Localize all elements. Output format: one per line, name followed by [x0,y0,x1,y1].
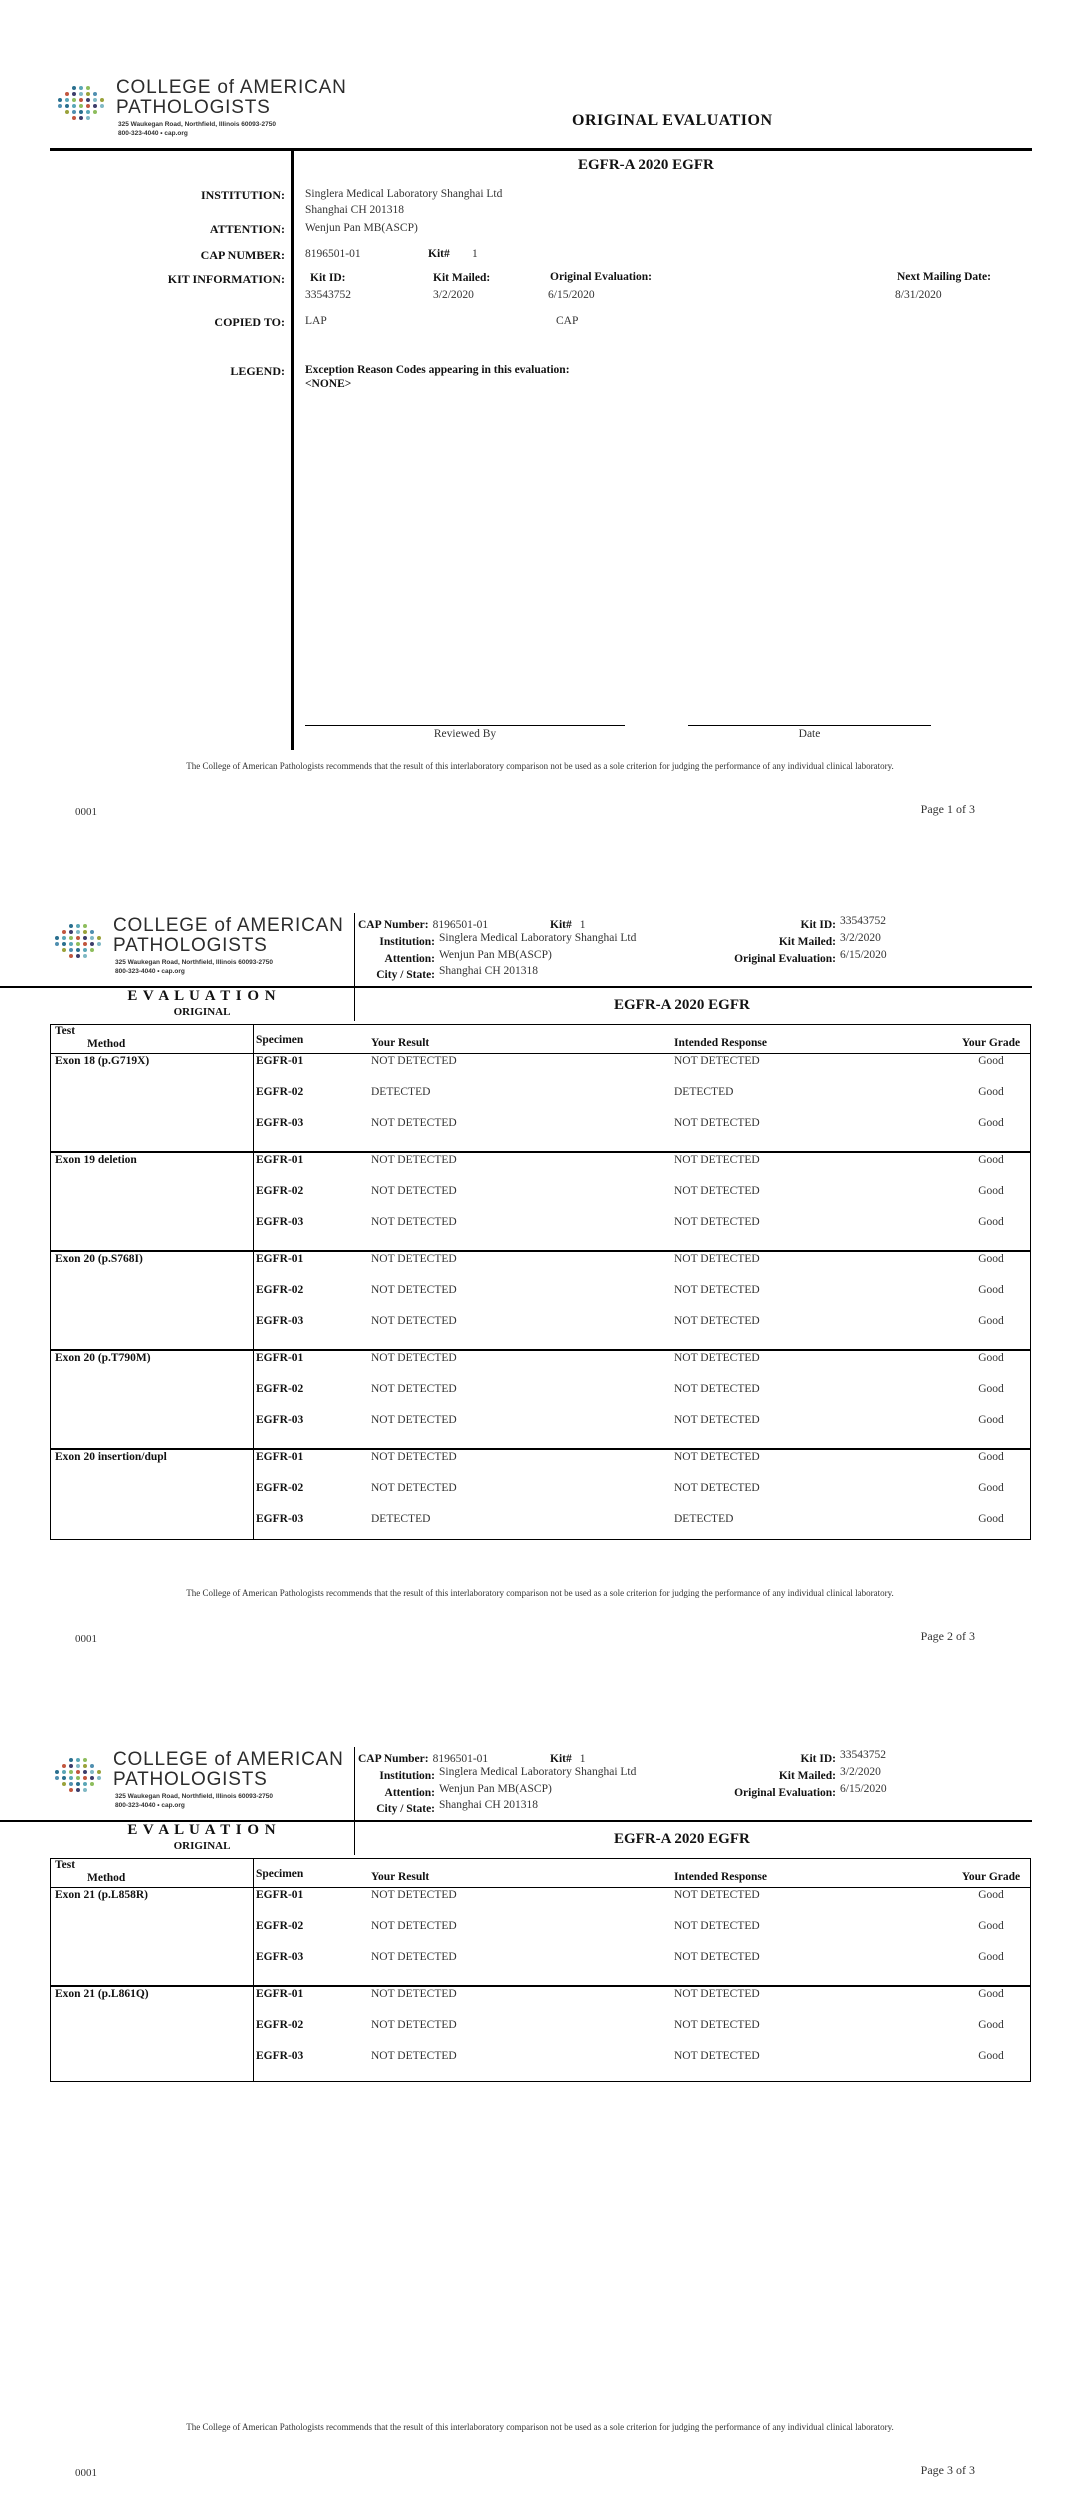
cap-number-label: CAP NUMBER: [200,248,285,262]
document-code: 0001 [75,1633,97,1645]
intended-response: NOT DETECTED [674,1951,760,1963]
logo-contact: 800-323-4040 • cap.org [118,130,188,137]
your-grade: Good [978,1513,1004,1525]
specimen-id: EGFR-03 [256,1951,304,1963]
header-your-result: Your Result [371,1871,430,1883]
copied-to-label: COPIED TO: [214,315,285,329]
city-state-value: Shanghai CH 201318 [439,1799,539,1811]
logo-dot [86,116,90,120]
city-state-label: City / State: [376,1803,435,1815]
kit-label: Kit# [550,1753,572,1765]
original-evaluation-label: Original Evaluation: [734,953,836,965]
specimen-id: EGFR-03 [256,1117,304,1129]
specimen-id: EGFR-02 [256,1482,304,1494]
logo-dot [79,104,83,108]
logo-contact: 800-323-4040 • cap.org [115,968,185,975]
specimen-id: EGFR-02 [256,1185,304,1197]
document-code: 0001 [75,2467,97,2479]
intended-response: NOT DETECTED [674,2019,760,2031]
logo-name-line2: PATHOLOGISTS [113,935,268,956]
logo-dot [86,110,90,114]
date-line [688,725,931,726]
your-result: NOT DETECTED [371,1451,457,1463]
legend-label: LEGEND: [230,364,285,378]
group-separator [51,1985,1030,1987]
header-rule [51,1053,1030,1054]
logo-dot [65,92,69,96]
your-result: NOT DETECTED [371,1117,457,1129]
intended-response: NOT DETECTED [674,1352,760,1364]
your-result: NOT DETECTED [371,1185,457,1197]
logo-dot [65,110,69,114]
logo-name-line2: PATHOLOGISTS [113,1769,268,1790]
your-result: NOT DETECTED [371,1352,457,1364]
intended-response: NOT DETECTED [674,1889,760,1901]
your-grade: Good [978,1920,1004,1932]
specimen-id: EGFR-01 [256,1889,304,1901]
logo-dot [79,110,83,114]
logo-dot [93,104,97,108]
intended-response: NOT DETECTED [674,1055,760,1067]
your-result: NOT DETECTED [371,1988,457,2000]
original-evaluation-value: 6/15/2020 [840,949,887,961]
reviewed-by-line [305,725,625,726]
original-evaluation-value: 6/15/2020 [548,289,595,301]
logo-dot [86,98,90,102]
your-result: NOT DETECTED [371,1383,457,1395]
your-result: NOT DETECTED [371,1889,457,1901]
logo-dot [72,110,76,114]
your-grade: Good [978,2019,1004,2031]
page-number: Page 2 of 3 [920,1629,975,1643]
header-test: Test [55,1025,76,1037]
intended-response: NOT DETECTED [674,1920,760,1932]
column-divider [253,1025,254,1539]
your-result: NOT DETECTED [371,1315,457,1327]
group-separator [51,1448,1030,1450]
page-title: ORIGINAL EVALUATION [572,112,773,129]
survey-title: EGFR-A 2020 EGFR [578,157,714,173]
specimen-id: EGFR-02 [256,2019,304,2031]
kit-id-value: 33543752 [840,1749,886,1761]
header-specimen: Specimen [256,1034,304,1046]
your-grade: Good [978,1451,1004,1463]
logo-dot [79,116,83,120]
logo-dot [72,98,76,102]
intended-response: NOT DETECTED [674,1383,760,1395]
your-grade: Good [978,1216,1004,1228]
test-name: Exon 18 (p.G719X) [55,1055,150,1067]
logo-name-line1: COLLEGE of AMERICAN [113,1749,344,1770]
your-result: NOT DETECTED [371,1482,457,1494]
original-evaluation-label: Original Evaluation: [734,1787,836,1799]
your-result: NOT DETECTED [371,1253,457,1265]
logo-dot [93,92,97,96]
intended-response: NOT DETECTED [674,1216,760,1228]
test-name: Exon 21 (p.L858R) [55,1889,148,1901]
institution-value: Singlera Medical Laboratory Shanghai Ltd [439,932,637,944]
your-result: NOT DETECTED [371,1154,457,1166]
logo-dot [72,104,76,108]
specimen-id: EGFR-03 [256,1315,304,1327]
logo-dot [93,98,97,102]
logo-dot [93,110,97,114]
test-name: Exon 20 (p.T790M) [55,1352,151,1364]
header-test: Test [55,1859,76,1871]
legend-none: <NONE> [305,378,352,390]
your-result: NOT DETECTED [371,1414,457,1426]
logo-dot [72,92,76,96]
footnote: The College of American Pathologists recommends that the result of this interlaboratory comparison not be used as a sole criterion for judging the performance of any individual clinical laboratory. [186,2422,894,2432]
attention-value: Wenjun Pan MB(ASCP) [439,949,552,961]
page-number: Page 1 of 3 [920,802,975,816]
your-result: NOT DETECTED [371,2019,457,2031]
attention-label: ATTENTION: [209,222,285,236]
your-grade: Good [978,1951,1004,1963]
logo-dot [79,98,83,102]
intended-response: DETECTED [674,1513,734,1525]
specimen-id: EGFR-03 [256,1513,304,1525]
test-name: Exon 19 deletion [55,1154,137,1166]
specimen-id: EGFR-03 [256,2050,304,2062]
results-table [50,1858,1031,2082]
your-result: NOT DETECTED [371,1951,457,1963]
original-evaluation-value: 6/15/2020 [840,1783,887,1795]
test-name: Exon 20 insertion/dupl [55,1451,167,1463]
logo-dot [72,86,76,90]
next-mailing-label: Next Mailing Date: [897,271,991,283]
attention-label: Attention: [384,953,435,965]
header-rule [51,1887,1030,1888]
logo-address: 325 Waukegan Road, Northfield, Illinois 60093-2750 [115,959,273,966]
cap-number-value: 8196501-01 [305,248,361,260]
header-info [0,913,1080,983]
kit-id-value: 33543752 [840,915,886,927]
kit-number: 1 [579,919,586,931]
kit-id-value: 33543752 [305,289,351,301]
intended-response: NOT DETECTED [674,1482,760,1494]
your-result: NOT DETECTED [371,1920,457,1932]
date-label: Date [798,728,821,740]
your-result: NOT DETECTED [371,1284,457,1296]
intended-response: NOT DETECTED [674,1284,760,1296]
attention-value: Wenjun Pan MB(ASCP) [305,222,418,234]
header-info [0,1747,1080,1817]
header-intended-response: Intended Response [674,1871,767,1883]
logo-dot [58,104,62,108]
logo-dot [86,86,90,90]
specimen-id: EGFR-01 [256,1154,304,1166]
institution-label: Institution: [379,1770,435,1782]
next-mailing-value: 8/31/2020 [895,289,942,301]
intended-response: NOT DETECTED [674,1988,760,2000]
survey-title: EGFR-A 2020 EGFR [614,1831,750,1847]
evaluation-subtitle: ORIGINAL [173,1840,231,1852]
footnote: The College of American Pathologists recommends that the result of this interlaboratory comparison not be used as a sole criterion for judging the performance of any individual clinical laboratory. [186,1588,894,1598]
specimen-id: EGFR-01 [256,1988,304,2000]
logo-contact: 800-323-4040 • cap.org [115,1802,185,1809]
logo-dot [100,104,104,108]
logo-dot [79,92,83,96]
specimen-id: EGFR-02 [256,1383,304,1395]
intended-response: NOT DETECTED [674,1414,760,1426]
footnote: The College of American Pathologists recommends that the result of this interlaboratory comparison not be used as a sole criterion for judging the performance of any individual clinical laboratory. [186,761,894,771]
your-result: DETECTED [371,1086,431,1098]
your-grade: Good [978,1284,1004,1296]
kit-mailed-label: Kit Mailed: [778,1770,836,1782]
institution-value: Singlera Medical Laboratory Shanghai Ltd [439,1766,637,1778]
intended-response: NOT DETECTED [674,1117,760,1129]
survey-title: EGFR-A 2020 EGFR [614,997,750,1013]
logo-name-line2: PATHOLOGISTS [116,97,271,118]
header-method: Method [87,1038,126,1050]
header-method: Method [87,1872,126,1884]
logo-dot [58,98,62,102]
copied-to-lap: LAP [305,315,327,327]
header-intended-response: Intended Response [674,1037,767,1049]
header-your-grade: Your Grade [961,1871,1021,1883]
intended-response: NOT DETECTED [674,1185,760,1197]
kit-label: Kit# [550,919,572,931]
column-divider [291,150,294,750]
institution-city: Shanghai CH 201318 [305,204,405,216]
your-grade: Good [978,1315,1004,1327]
copied-to-cap: CAP [556,315,579,327]
reviewed-by-label: Reviewed By [433,728,497,740]
kit-number: 1 [472,248,478,260]
logo-dots-icon [58,80,108,130]
your-grade: Good [978,1889,1004,1901]
attention-label: Attention: [384,1787,435,1799]
your-grade: Good [978,1055,1004,1067]
institution-value: Singlera Medical Laboratory Shanghai Ltd [305,188,503,200]
kit-information-label: KIT INFORMATION: [167,272,285,286]
your-result: DETECTED [371,1513,431,1525]
kit-mailed-value: 3/2/2020 [433,289,474,301]
test-name: Exon 21 (p.L861Q) [55,1988,149,2000]
your-result: NOT DETECTED [371,1055,457,1067]
kit-mailed-value: 3/2/2020 [840,932,881,944]
your-grade: Good [978,1185,1004,1197]
cap-number-value: 8196501-01 [432,1753,489,1765]
evaluation-title: E V A L U A T I O N [127,988,277,1004]
specimen-id: EGFR-02 [256,1086,304,1098]
logo-address: 325 Waukegan Road, Northfield, Illinois 60093-2750 [115,1793,273,1800]
your-grade: Good [978,1253,1004,1265]
your-grade: Good [978,1383,1004,1395]
kit-mailed-label: Kit Mailed: [778,936,836,948]
intended-response: NOT DETECTED [674,1154,760,1166]
your-grade: Good [978,1086,1004,1098]
intended-response: NOT DETECTED [674,1451,760,1463]
intended-response: NOT DETECTED [674,1315,760,1327]
header-rule [50,148,1032,151]
cap-number-label: CAP Number: [358,919,429,931]
intended-response: DETECTED [674,1086,734,1098]
kit-id-label: Kit ID: [800,1753,836,1765]
kit-id-label: Kit ID: [800,919,836,931]
logo-dot [86,104,90,108]
your-grade: Good [978,2050,1004,2062]
legend-text: Exception Reason Codes appearing in this evaluation: [305,364,570,376]
original-evaluation-label: Original Evaluation: [550,271,652,283]
attention-value: Wenjun Pan MB(ASCP) [439,1783,552,1795]
test-name: Exon 20 (p.S768I) [55,1253,143,1265]
logo-dot [72,116,76,120]
results-table [50,1024,1031,1540]
your-grade: Good [978,1154,1004,1166]
logo-dot [86,92,90,96]
specimen-id: EGFR-02 [256,1920,304,1932]
your-grade: Good [978,1117,1004,1129]
kit-label: Kit# [428,248,450,260]
logo-name-line1: COLLEGE of AMERICAN [116,77,347,98]
page-number: Page 3 of 3 [920,2463,975,2477]
institution-label: INSTITUTION: [200,188,285,202]
specimen-id: EGFR-03 [256,1414,304,1426]
your-grade: Good [978,1988,1004,2000]
logo-dot [65,104,69,108]
header-specimen: Specimen [256,1868,304,1880]
kit-mailed-value: 3/2/2020 [840,1766,881,1778]
specimen-id: EGFR-03 [256,1216,304,1228]
logo-address: 325 Waukegan Road, Northfield, Illinois 60093-2750 [118,121,276,128]
cap-logo [58,76,358,146]
your-result: NOT DETECTED [371,2050,457,2062]
header-your-result: Your Result [371,1037,430,1049]
specimen-id: EGFR-01 [256,1055,304,1067]
intended-response: NOT DETECTED [674,1253,760,1265]
cap-number-value: 8196501-01 [432,919,489,931]
header-your-grade: Your Grade [961,1037,1021,1049]
city-state-value: Shanghai CH 201318 [439,965,539,977]
group-separator [51,1151,1030,1153]
institution-label: Institution: [379,936,435,948]
evaluation-subtitle: ORIGINAL [173,1006,231,1018]
kit-id-label: Kit ID: [310,272,346,284]
logo-dot [79,86,83,90]
your-grade: Good [978,1482,1004,1494]
document-code: 0001 [75,806,97,818]
your-grade: Good [978,1352,1004,1364]
cap-number-label: CAP Number: [358,1753,429,1765]
column-divider [253,1859,254,2081]
group-separator [51,1349,1030,1351]
specimen-id: EGFR-01 [256,1451,304,1463]
specimen-id: EGFR-01 [256,1352,304,1364]
your-grade: Good [978,1414,1004,1426]
kit-mailed-label: Kit Mailed: [433,272,491,284]
evaluation-title: E V A L U A T I O N [127,1822,277,1838]
logo-dot [100,98,104,102]
your-result: NOT DETECTED [371,1216,457,1228]
kit-number: 1 [579,1753,586,1765]
logo-name-line1: COLLEGE of AMERICAN [113,915,344,936]
intended-response: NOT DETECTED [674,2050,760,2062]
city-state-label: City / State: [376,969,435,981]
specimen-id: EGFR-01 [256,1253,304,1265]
group-separator [51,1250,1030,1252]
specimen-id: EGFR-02 [256,1284,304,1296]
logo-dot [65,98,69,102]
